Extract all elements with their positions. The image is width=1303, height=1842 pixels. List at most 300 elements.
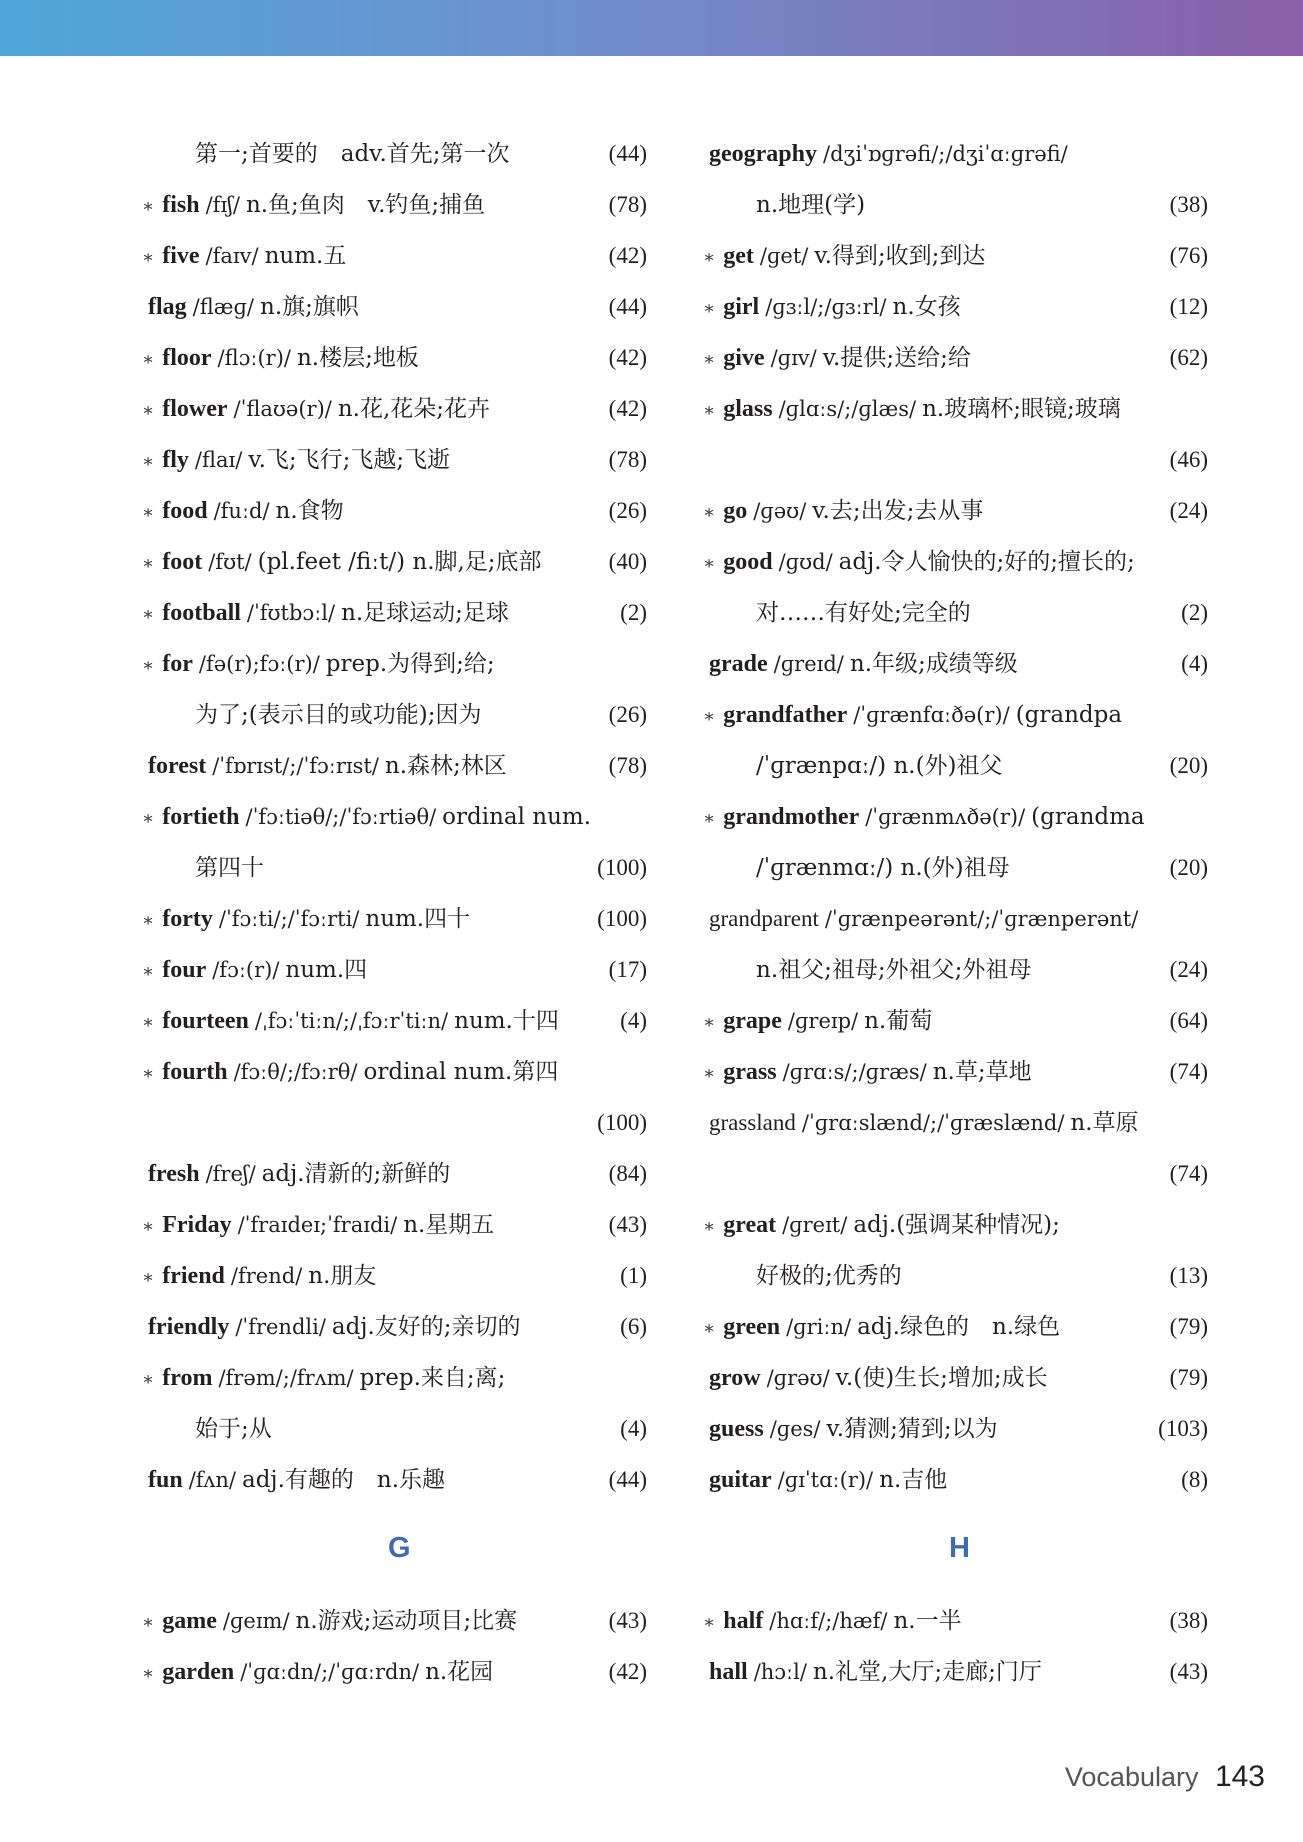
entry-text: 好极的;优秀的	[756, 1263, 902, 1289]
entry-line	[142, 494, 344, 530]
phonetic: /ɡrəʊ/	[766, 1366, 830, 1390]
entry-continuation	[142, 137, 647, 188]
entry-line	[142, 596, 509, 632]
definition: (grandma	[1031, 804, 1145, 830]
vocab-entry	[142, 749, 647, 800]
entry-line	[142, 443, 450, 479]
headword: grassland	[709, 1110, 796, 1135]
vocab-entry	[142, 1463, 647, 1514]
asterisk-icon: ∗	[142, 808, 155, 829]
entry-line	[142, 902, 470, 938]
phonetic: /ˈflaʊə(r)/	[233, 397, 332, 421]
page-reference: (46)	[1169, 447, 1208, 472]
definition: num.四	[285, 957, 368, 983]
definition: num.十四	[454, 1008, 559, 1034]
asterisk-icon: ∗	[142, 451, 155, 472]
page-reference: (43)	[1169, 1659, 1208, 1684]
entry-line	[142, 800, 591, 836]
asterisk-icon: ∗	[703, 349, 716, 370]
definition: n.玻璃杯;眼镜;玻璃	[922, 396, 1121, 422]
definition: n.草原	[1070, 1110, 1139, 1136]
header-banner	[0, 0, 1303, 56]
phonetic: /ˈfʊtbɔːl/	[246, 601, 336, 625]
definition: n.年级;成绩等级	[849, 651, 1018, 677]
page-reference: (2)	[1181, 600, 1208, 625]
vocab-entry	[142, 341, 647, 392]
definition: n.花,花朵;花卉	[337, 396, 491, 422]
definition: v.飞;飞行;飞越;飞逝	[248, 447, 451, 473]
entry-continuation	[703, 596, 1208, 647]
headword: glass	[723, 396, 773, 422]
entry-line	[703, 698, 1122, 734]
entry-continuation	[142, 1412, 647, 1463]
page-reference: (4)	[620, 1416, 647, 1441]
page-footer	[1065, 1760, 1265, 1794]
headword: game	[162, 1608, 217, 1634]
phonetic: /fʌn/	[188, 1468, 236, 1492]
page-reference: (100)	[597, 1110, 647, 1135]
phonetic: /frəm/;/frʌm/	[218, 1366, 354, 1390]
definition: prep.来自;离;	[359, 1365, 506, 1391]
definition: n.星期五	[403, 1212, 495, 1238]
vocab-entry	[703, 1004, 1208, 1055]
headword: foot	[162, 549, 203, 575]
entry-continuation	[703, 851, 1208, 902]
entry-line	[703, 1361, 1048, 1395]
phonetic: /hɑːf/;/hæf/	[769, 1609, 888, 1633]
entry-text: 始于;从	[195, 1416, 272, 1442]
entry-line	[142, 749, 507, 783]
phonetic: /ˈɡrɑːslænd/;/ˈɡræslænd/	[801, 1111, 1065, 1135]
headword: football	[162, 600, 241, 626]
phonetic: /flaɪ/	[194, 448, 243, 472]
headword: fun	[148, 1467, 183, 1493]
definition: num.五	[264, 243, 347, 269]
entry-line	[703, 239, 985, 275]
definition: num.四十	[365, 906, 471, 932]
definition: n.旗;旗帜	[260, 294, 359, 320]
page-reference: (42)	[608, 345, 647, 370]
definition: v.去;出发;去从事	[812, 498, 984, 524]
headword: grandparent	[709, 906, 819, 931]
vocab-entry	[703, 1604, 1208, 1655]
headword: Friday	[162, 1212, 232, 1238]
entry-line	[703, 1208, 1060, 1244]
phonetic: /hɔːl/	[753, 1660, 807, 1684]
asterisk-icon: ∗	[142, 1369, 155, 1390]
phonetic: /ˌfɔːˈtiːn/;/ˌfɔːrˈtiːn/	[254, 1009, 449, 1033]
phonetic: /flɔː(r)/	[217, 346, 291, 370]
phonetic: /ɡɪv/	[770, 346, 817, 370]
entry-line	[703, 1463, 947, 1497]
entry-text: /ˈɡrænmɑː/) n.(外)祖母	[756, 855, 1010, 881]
definition: v.提供;送给;给	[822, 345, 971, 371]
asterisk-icon: ∗	[142, 961, 155, 982]
entry-line	[142, 1655, 493, 1691]
phonetic: /fɔː(r)/	[212, 958, 280, 982]
entry-line	[142, 1157, 450, 1191]
section-letter-h: H	[949, 1532, 970, 1564]
page-reference: (79)	[1169, 1365, 1208, 1390]
headword: go	[723, 498, 748, 524]
entry-line	[703, 1655, 1042, 1689]
asterisk-icon: ∗	[142, 400, 155, 421]
headword: garden	[162, 1659, 235, 1685]
vocab-entry	[703, 698, 1208, 749]
vocab-entry	[142, 647, 647, 698]
phonetic: /ɡəʊ/	[753, 499, 807, 523]
phonetic: /ɡɪˈtɑː(r)/	[777, 1468, 874, 1492]
vocab-entry	[703, 290, 1208, 341]
vocab-entry	[142, 1655, 647, 1706]
headword: guess	[709, 1416, 764, 1442]
vocab-entry	[142, 1361, 647, 1412]
entry-line	[142, 647, 495, 683]
headword: grandfather	[723, 702, 848, 728]
definition: adj.清新的;新鲜的	[261, 1161, 451, 1187]
phonetic: /ɡriːn/	[786, 1315, 852, 1339]
page-reference: (8)	[1181, 1467, 1208, 1492]
page-reference: (78)	[608, 753, 647, 778]
page-reference: (103)	[1158, 1416, 1208, 1441]
entry-continuation	[703, 188, 1208, 239]
asterisk-icon: ∗	[142, 1063, 155, 1084]
page-reference: (1)	[620, 1263, 647, 1288]
page-reference: (6)	[620, 1314, 647, 1339]
definition: v.(使)生长;增加;成长	[835, 1365, 1048, 1391]
headword: hall	[709, 1659, 748, 1685]
entry-continuation	[703, 1259, 1208, 1310]
entry-line	[703, 545, 1135, 581]
definition: ordinal num.第四	[363, 1059, 559, 1085]
vocab-entry	[703, 1361, 1208, 1412]
phonetic: /ˈfraɪdeɪ;ˈfraɪdi/	[237, 1213, 398, 1237]
definition: n.草;草地	[932, 1059, 1032, 1085]
vocab-entry	[142, 290, 647, 341]
headword: flower	[162, 396, 228, 422]
vocab-entry	[142, 596, 647, 647]
headword: floor	[162, 345, 212, 371]
entry-line	[142, 953, 367, 989]
entry-text: 第一;首要的 adv.首先;第一次	[195, 141, 510, 167]
asterisk-icon: ∗	[703, 400, 716, 421]
entry-line	[703, 1004, 932, 1040]
page-reference: (20)	[1169, 753, 1208, 778]
asterisk-icon: ∗	[703, 1063, 716, 1084]
entry-line	[703, 1412, 998, 1446]
definition: v.猜测;猜到;以为	[826, 1416, 998, 1442]
entry-text: n.祖父;祖母;外祖父;外祖母	[756, 957, 1032, 983]
page-reference: (26)	[608, 702, 647, 727]
vocab-entry	[703, 1463, 1208, 1514]
page-reference: (38)	[1169, 192, 1208, 217]
entry-line	[142, 1310, 521, 1344]
headword: fly	[162, 447, 189, 473]
asterisk-icon: ∗	[142, 655, 155, 676]
asterisk-icon: ∗	[703, 706, 716, 727]
section-letter-g: G	[388, 1532, 411, 1564]
asterisk-icon: ∗	[142, 553, 155, 574]
vocab-entry	[703, 647, 1208, 698]
entry-continuation	[142, 1106, 647, 1157]
headword: fortieth	[162, 804, 240, 830]
asterisk-icon: ∗	[142, 349, 155, 370]
definition: n.朋友	[308, 1263, 377, 1289]
vocab-entry	[703, 800, 1208, 851]
headword: friend	[162, 1263, 225, 1289]
headword: grass	[723, 1059, 777, 1085]
entry-line	[142, 1208, 494, 1244]
page-reference: (78)	[608, 192, 647, 217]
page-reference: (76)	[1169, 243, 1208, 268]
phonetic: /ɡes/	[769, 1417, 821, 1441]
definition: adj.令人愉快的;好的;擅长的;	[838, 549, 1135, 575]
page-reference: (43)	[608, 1608, 647, 1633]
definition: n.葡萄	[864, 1008, 933, 1034]
vocab-entry	[703, 1412, 1208, 1463]
asterisk-icon: ∗	[142, 910, 155, 931]
definition: n.花园	[425, 1659, 494, 1685]
phonetic: /faɪv/	[205, 244, 259, 268]
entry-continuation	[142, 698, 647, 749]
definition: adj.绿色的 n.绿色	[857, 1314, 1061, 1340]
entry-line	[703, 1310, 1060, 1346]
phonetic: /fɪʃ/	[205, 193, 240, 217]
asterisk-icon: ∗	[703, 247, 716, 268]
entry-line	[703, 902, 1144, 936]
entry-line	[703, 290, 961, 326]
asterisk-icon: ∗	[142, 502, 155, 523]
entry-line	[142, 1463, 445, 1497]
vocab-entry	[142, 800, 647, 851]
definition: adj.友好的;亲切的	[331, 1314, 521, 1340]
asterisk-icon: ∗	[142, 1267, 155, 1288]
phonetic: /ɡreɪt/	[782, 1213, 848, 1237]
entry-text: n.地理(学)	[756, 192, 866, 218]
asterisk-icon: ∗	[703, 1012, 716, 1033]
entry-line	[703, 392, 1121, 428]
page-reference: (74)	[1169, 1161, 1208, 1186]
vocab-entry	[703, 137, 1208, 188]
phonetic: /freʃ/	[205, 1162, 256, 1186]
vocab-entry	[142, 392, 647, 443]
page-reference: (4)	[1181, 651, 1208, 676]
phonetic: /ɡlɑːs/;/ɡlæs/	[778, 397, 917, 421]
phonetic: /ˈfɒrɪst/;/ˈfɔːrɪst/	[212, 754, 379, 778]
entry-line	[142, 1004, 559, 1040]
definition: (pl.feet /fiːt/) n.脚,足;底部	[257, 549, 542, 575]
asterisk-icon: ∗	[142, 1612, 155, 1633]
entry-line	[703, 1604, 962, 1640]
entry-continuation	[703, 953, 1208, 1004]
definition: prep.为得到;给;	[325, 651, 495, 677]
vocab-entry	[703, 392, 1208, 443]
definition: n.鱼;鱼肉 v.钓鱼;捕鱼	[245, 192, 486, 218]
headword: forest	[148, 753, 207, 779]
vocab-entry	[703, 1208, 1208, 1259]
page-reference: (4)	[620, 1008, 647, 1033]
vocab-entry	[142, 953, 647, 1004]
entry-text: 对……有好处;完全的	[756, 600, 971, 626]
page-reference: (42)	[608, 1659, 647, 1684]
definition: n.食物	[275, 498, 344, 524]
headword: five	[162, 243, 200, 269]
phonetic: /ˈfɔːtiəθ/;/ˈfɔːrtiəθ/	[245, 805, 437, 829]
phonetic: /ɡeɪm/	[222, 1609, 290, 1633]
entry-line	[703, 137, 1074, 171]
vocab-entry	[703, 902, 1208, 953]
phonetic: /ˈɡrænmʌðə(r)/	[865, 805, 1026, 829]
phonetic: /fɔːθ/;/fɔːrθ/	[233, 1060, 358, 1084]
phonetic: /frend/	[230, 1264, 303, 1288]
definition: ordinal num.	[442, 804, 592, 830]
asterisk-icon: ∗	[703, 553, 716, 574]
page-reference: (64)	[1169, 1008, 1208, 1033]
page-reference: (74)	[1169, 1059, 1208, 1084]
vocab-entry	[142, 1604, 647, 1655]
vocab-entry	[703, 239, 1208, 290]
definition: n.一半	[893, 1608, 962, 1634]
headword: fish	[162, 192, 200, 218]
entry-line	[142, 290, 359, 324]
entry-continuation	[703, 749, 1208, 800]
entry-line	[703, 647, 1018, 681]
phonetic: /fʊt/	[208, 550, 252, 574]
phonetic: /dʒiˈɒɡrəfi/;/dʒiˈɑːɡrəfi/	[823, 142, 1068, 166]
phonetic: /flæɡ/	[192, 295, 255, 319]
headword: get	[723, 243, 754, 269]
definition: n.游戏;运动项目;比赛	[295, 1608, 518, 1634]
definition: n.足球运动;足球	[341, 600, 509, 626]
entry-text: 为了;(表示目的或功能);因为	[195, 702, 482, 728]
phonetic: /ɡet/	[759, 244, 809, 268]
definition: adj.有趣的 n.乐趣	[242, 1467, 446, 1493]
definition: n.吉他	[879, 1467, 948, 1493]
phonetic: /ɡreɪd/	[773, 652, 844, 676]
asterisk-icon: ∗	[703, 502, 716, 523]
vocab-entry	[703, 494, 1208, 545]
page-reference: (13)	[1169, 1263, 1208, 1288]
entry-continuation	[703, 1157, 1208, 1208]
page-reference: (44)	[608, 294, 647, 319]
headword: good	[723, 549, 773, 575]
phonetic: /ˈɡɑːdn/;/ˈɡɑːrdn/	[240, 1660, 420, 1684]
definition: adj.(强调某种情况);	[853, 1212, 1060, 1238]
page-reference: (26)	[608, 498, 647, 523]
page-reference: (42)	[608, 396, 647, 421]
phonetic: /fuːd/	[213, 499, 270, 523]
asterisk-icon: ∗	[703, 1612, 716, 1633]
vocab-entry	[703, 545, 1208, 596]
vocab-entry	[142, 1157, 647, 1208]
page-reference: (38)	[1169, 1608, 1208, 1633]
vocab-entry	[142, 443, 647, 494]
headword: give	[723, 345, 765, 371]
headword: guitar	[709, 1467, 772, 1493]
vocab-entry	[703, 1655, 1208, 1706]
headword: fourteen	[162, 1008, 249, 1034]
headword: flag	[148, 294, 187, 320]
headword: grandmother	[723, 804, 860, 830]
entry-continuation	[703, 443, 1208, 494]
asterisk-icon: ∗	[142, 1216, 155, 1237]
vocab-entry	[703, 1106, 1208, 1157]
vocab-entry	[703, 1310, 1208, 1361]
asterisk-icon: ∗	[703, 1318, 716, 1339]
entry-line	[142, 392, 490, 428]
headword: girl	[723, 294, 760, 320]
phonetic: /ɡreɪp/	[787, 1009, 859, 1033]
headword: fourth	[162, 1059, 228, 1085]
vocab-entry	[703, 1055, 1208, 1106]
vocab-entry	[142, 188, 647, 239]
page-reference: (40)	[608, 549, 647, 574]
headword: four	[162, 957, 207, 983]
phonetic: /ˈɡrænfɑːðə(r)/	[853, 703, 1010, 727]
headword: half	[723, 1608, 764, 1634]
entry-line	[703, 800, 1145, 836]
headword: grape	[723, 1008, 782, 1034]
vocab-entry	[142, 1004, 647, 1055]
entries-column-right	[703, 137, 1208, 1514]
page-reference: (24)	[1169, 498, 1208, 523]
headword: geography	[709, 141, 817, 167]
page-reference: (44)	[608, 1467, 647, 1492]
entry-line	[142, 1259, 376, 1295]
entry-line	[142, 1055, 558, 1091]
headword: grow	[709, 1365, 761, 1391]
page-reference: (2)	[620, 600, 647, 625]
entry-text: /ˈɡrænpɑː/) n.(外)祖父	[756, 753, 1003, 779]
vocab-entry	[142, 902, 647, 953]
vocab-entry	[142, 494, 647, 545]
vocab-entry	[703, 341, 1208, 392]
entry-line	[703, 494, 983, 530]
entry-line	[142, 239, 346, 275]
entry-line	[142, 1361, 505, 1397]
entry-line	[142, 1604, 517, 1640]
phonetic: /ˈɡrænpeərənt/;/ˈɡrænperənt/	[824, 907, 1139, 931]
entry-line	[142, 341, 419, 377]
page-reference: (24)	[1169, 957, 1208, 982]
phonetic: /ɡrɑːs/;/ɡræs/	[782, 1060, 927, 1084]
asterisk-icon: ∗	[142, 1663, 155, 1684]
headword: forty	[162, 906, 213, 932]
page-reference: (17)	[608, 957, 647, 982]
page-reference: (12)	[1169, 294, 1208, 319]
footer-label: Vocabulary	[1064, 1762, 1199, 1792]
page-reference: (20)	[1169, 855, 1208, 880]
asterisk-icon: ∗	[142, 1012, 155, 1033]
vocab-entry	[142, 1208, 647, 1259]
entry-line	[703, 1106, 1139, 1140]
entry-line	[142, 188, 485, 224]
page-reference: (84)	[608, 1161, 647, 1186]
vocab-entry	[142, 1310, 647, 1361]
definition: n.森林;林区	[384, 753, 507, 779]
phonetic: /ˈfrendli/	[235, 1315, 326, 1339]
vocab-entry	[142, 1055, 647, 1106]
page-reference: (78)	[608, 447, 647, 472]
asterisk-icon: ∗	[142, 247, 155, 268]
entry-text: 第四十	[195, 855, 264, 881]
vocab-entry	[142, 239, 647, 290]
vocab-entry	[142, 545, 647, 596]
phonetic: /fə(r);fɔː(r)/	[198, 652, 320, 676]
page-reference: (100)	[597, 855, 647, 880]
page-reference: (62)	[1169, 345, 1208, 370]
section-g-entries	[142, 1604, 647, 1706]
